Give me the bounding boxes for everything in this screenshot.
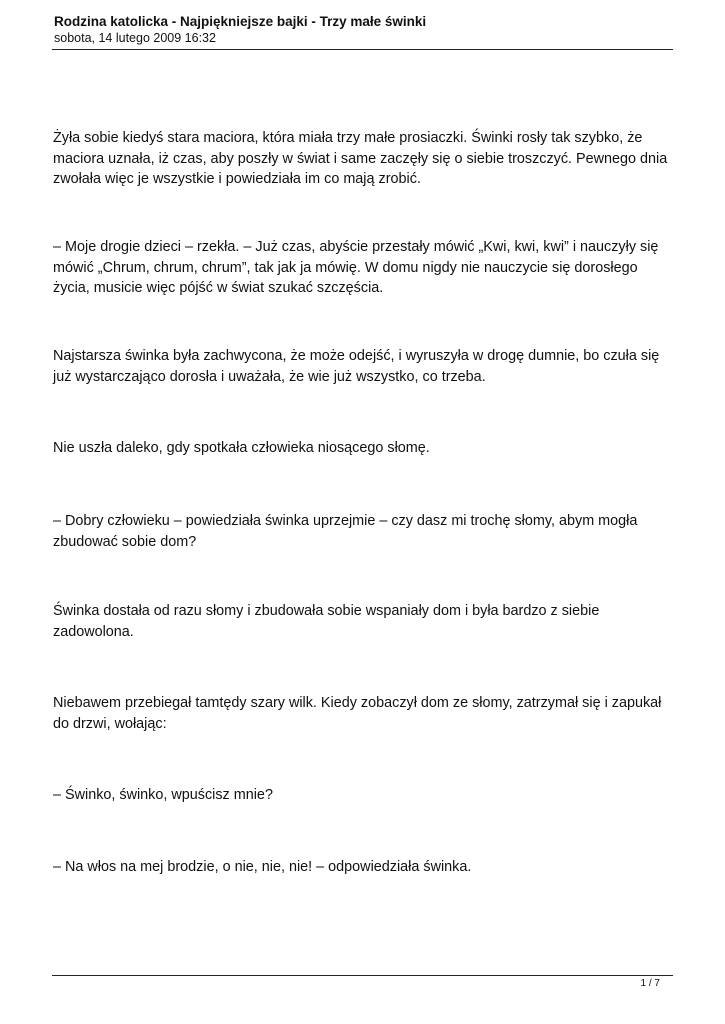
story-paragraph-7: Niebawem przebiegał tamtędy szary wilk. Kiedy zobaczył dom ze słomy, zatrzymał się i zapukał do drzwi, wołając: <box>53 695 662 732</box>
story-paragraph-6: Świnka dostała od razu słomy i zbudowała sobie wspaniały dom i była bardzo z siebie zadowolona. <box>53 603 600 640</box>
document-title: Rodzina katolicka - Najpiękniejsze bajki - Trzy małe świnki <box>54 14 427 29</box>
story-paragraph-5: – Dobry człowieku – powiedziała świnka uprzejmie – czy dasz mi trochę słomy, abym mogła zbudować sobie dom? <box>53 513 638 550</box>
story-paragraph-4: Nie uszła daleko, gdy spotkała człowieka niosącego słomę. <box>53 440 430 456</box>
story-paragraph-2: – Moje drogie dzieci – rzekła. – Już czas, abyście przestały mówić „Kwi, kwi, kwi” i nauczyły się mówić „Chrum, chrum, chrum”, tak jak ja mówię. W domu nigdy nie nauczycie się dorosłego życia, musicie więc pójść w świat szukać szczęścia. <box>53 239 659 296</box>
document-date: sobota, 14 lutego 2009 16:32 <box>54 31 216 45</box>
story-paragraph-3: Najstarsza świnka była zachwycona, że może odejść, i wyruszyła w drogę dumnie, bo czuła się już wystarczająco dorosła i uważała, że wie już wszystko, co trzeba. <box>53 348 660 385</box>
page-number: 1 / 7 <box>640 978 660 989</box>
footer-divider <box>52 975 673 976</box>
story-paragraph-9: – Na włos na mej brodzie, o nie, nie, nie! – odpowiedziała świnka. <box>53 859 472 875</box>
page-header <box>54 13 673 46</box>
header-divider <box>52 49 673 50</box>
story-paragraph-1: Żyła sobie kiedyś stara maciora, która miała trzy małe prosiaczki. Świnki rosły tak szybko, że maciora uznała, iż czas, aby poszły w świat i same zaczęły się o siebie troszczyć. Pewnego dnia zwołała więc je wszystkie i powiedziała im co mają zrobić. <box>53 130 668 187</box>
story-paragraph-8: – Świnko, świnko, wpuścisz mnie? <box>53 787 273 803</box>
